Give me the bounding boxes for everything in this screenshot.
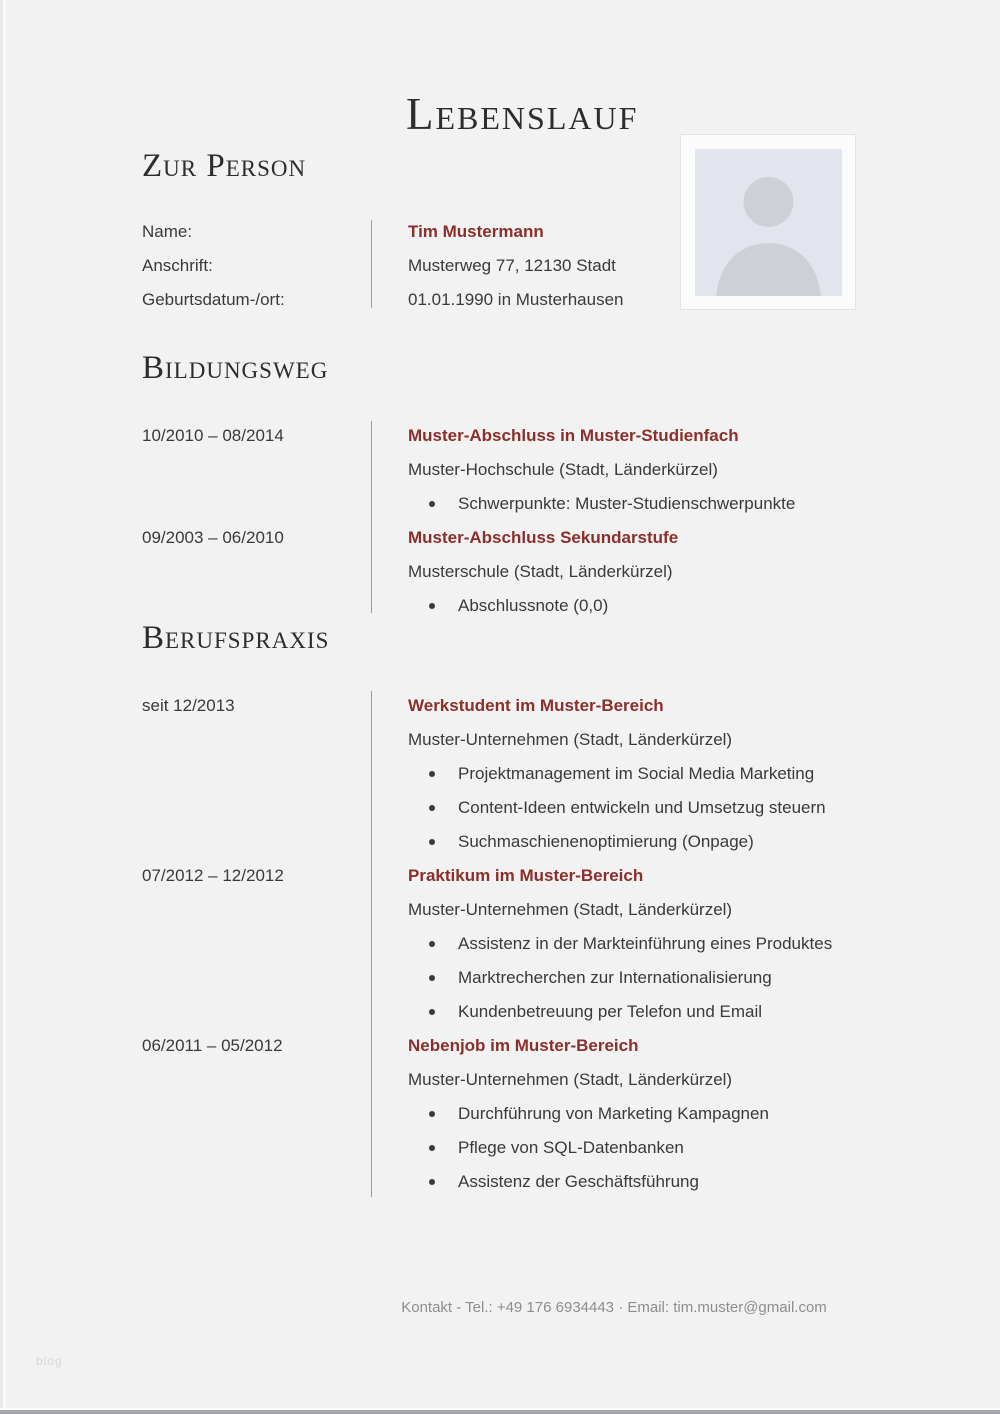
entry-bullets — [408, 757, 932, 859]
bullet-text: Abschlussnote (0,0) — [458, 596, 609, 615]
entry-content — [408, 859, 932, 1029]
bullet-icon — [429, 839, 435, 845]
experience-entries — [142, 689, 932, 1199]
bullet-icon — [429, 1145, 435, 1151]
section-heading-education: Bildungsweg — [142, 350, 329, 386]
education-entries — [142, 419, 932, 623]
bullet-text: Durchführung von Marketing Kampagnen — [458, 1104, 769, 1123]
bullet-item — [408, 825, 932, 859]
bullet-item — [408, 927, 932, 961]
page-title: Lebenslauf — [406, 89, 639, 139]
bullet-icon — [429, 805, 435, 811]
person-label: Anschrift: — [142, 256, 213, 275]
bullet-text: Content-Ideen entwickeln und Umsetzug steuern — [458, 798, 826, 817]
cv-entry — [142, 689, 932, 859]
bullet-icon — [429, 941, 435, 947]
column-divider — [371, 691, 372, 1197]
entry-bullets — [408, 487, 932, 521]
section-heading-experience: Berufspraxis — [142, 620, 330, 656]
entry-organization: Muster-Unternehmen (Stadt, Länderkürzel) — [408, 900, 733, 919]
person-label: Name: — [142, 222, 193, 241]
bullet-item — [408, 487, 932, 521]
bullet-text: Projektmanagement im Social Media Marketing — [458, 764, 815, 783]
bullet-text: Assistenz der Geschäftsführung — [458, 1172, 699, 1191]
entry-bullets — [408, 589, 932, 623]
bullet-item — [408, 1097, 932, 1131]
bullet-icon — [429, 975, 435, 981]
watermark-label: blog — [36, 1354, 63, 1368]
entry-organization: Muster-Unternehmen (Stadt, Länderkürzel) — [408, 1070, 733, 1089]
bullet-text: Marktrecherchen zur Internationalisierung — [458, 968, 772, 987]
entry-title: Werkstudent im Muster-Bereich — [408, 696, 664, 715]
entry-date: seit 12/2013 — [142, 696, 235, 715]
entry-bullets — [408, 927, 932, 1029]
bullet-item — [408, 791, 932, 825]
bullet-icon — [429, 501, 435, 507]
bullet-text: Schwerpunkte: Muster-Studienschwerpunkte — [458, 494, 796, 513]
cv-entry — [142, 1029, 932, 1199]
bullet-item — [408, 961, 932, 995]
person-section — [142, 215, 902, 317]
bullet-item — [408, 1131, 932, 1165]
entry-title: Nebenjob im Muster-Bereich — [408, 1036, 639, 1055]
person-name-value: Tim Mustermann — [408, 222, 544, 241]
entry-date: 07/2012 – 12/2012 — [142, 866, 284, 885]
entry-title: Praktikum im Muster-Bereich — [408, 866, 644, 885]
person-label: Geburtsdatum-/ort: — [142, 290, 285, 309]
bullet-icon — [429, 1111, 435, 1117]
bullet-item — [408, 1165, 932, 1199]
page-edge-highlight — [3, 0, 6, 1414]
cv-entry — [142, 859, 932, 1029]
bullet-icon — [429, 603, 435, 609]
cv-entry — [142, 521, 932, 623]
entry-content — [408, 689, 932, 859]
entry-date: 09/2003 – 06/2010 — [142, 528, 284, 547]
bullet-icon — [429, 1179, 435, 1185]
person-row — [142, 215, 902, 249]
bullet-item — [408, 757, 932, 791]
entry-content — [408, 1029, 932, 1199]
person-row — [142, 283, 902, 317]
section-heading-person: Zur Person — [142, 148, 307, 184]
bullet-text: Assistenz in der Markteinführung eines Produktes — [458, 934, 833, 953]
entry-organization: Musterschule (Stadt, Länderkürzel) — [408, 562, 673, 581]
entry-content — [408, 521, 932, 623]
person-address-value: Musterweg 77, 12130 Stadt — [408, 256, 616, 275]
person-row — [142, 249, 902, 283]
entry-content — [408, 419, 932, 521]
bullet-text: Kundenbetreuung per Telefon und Email — [458, 1002, 763, 1021]
bullet-item — [408, 589, 932, 623]
bullet-icon — [429, 1009, 435, 1015]
entry-date: 10/2010 – 08/2014 — [142, 426, 284, 445]
person-birth-value: 01.01.1990 in Musterhausen — [408, 290, 624, 309]
page-bottom-bar — [0, 1410, 1000, 1414]
entry-organization: Muster-Hochschule (Stadt, Länderkürzel) — [408, 460, 718, 479]
bullet-item — [408, 995, 932, 1029]
bullet-icon — [429, 771, 435, 777]
column-divider — [371, 220, 372, 308]
entry-title: Muster-Abschluss Sekundarstufe — [408, 528, 679, 547]
entry-title: Muster-Abschluss in Muster-Studienfach — [408, 426, 739, 445]
column-divider — [371, 421, 372, 613]
bullet-text: Suchmaschienenoptimierung (Onpage) — [458, 832, 754, 851]
entry-bullets — [408, 1097, 932, 1199]
entry-organization: Muster-Unternehmen (Stadt, Länderkürzel) — [408, 730, 733, 749]
contact-line: Kontakt - Tel.: +49 176 6934443 · Email: tim.muster@gmail.com — [401, 1299, 827, 1316]
entry-date: 06/2011 – 05/2012 — [142, 1036, 283, 1055]
bullet-text: Pflege von SQL-Datenbanken — [458, 1138, 684, 1157]
cv-entry — [142, 419, 932, 521]
